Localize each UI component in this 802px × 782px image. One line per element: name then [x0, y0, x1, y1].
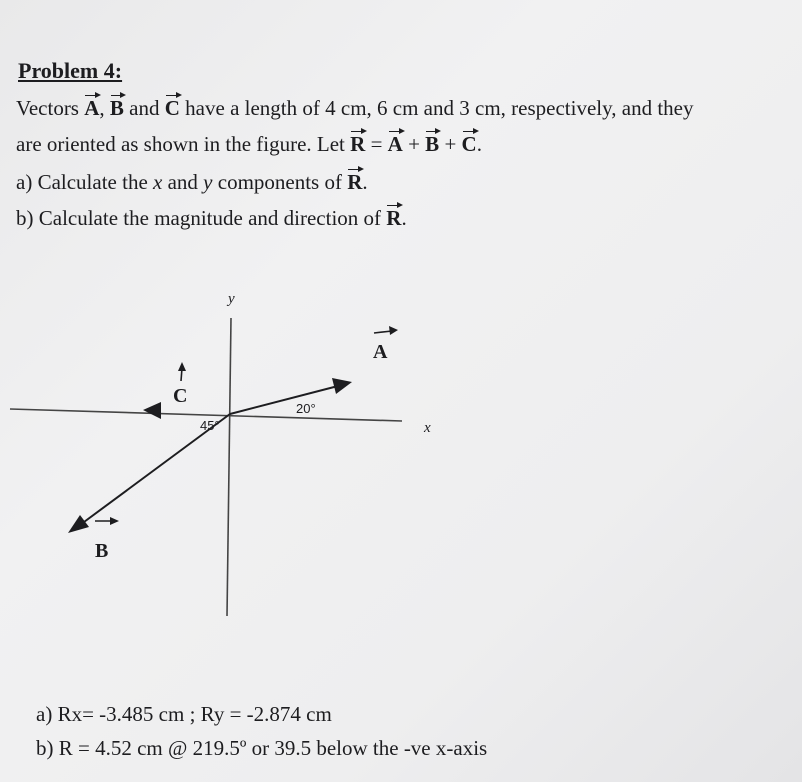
period: .: [476, 132, 482, 156]
vector-a-arrowhead: [332, 378, 352, 394]
answer-b: b) R = 4.52 cm @ 219.5º or 39.5 below the -ve x-axis: [36, 736, 488, 760]
problem-heading: Problem 4:: [18, 58, 123, 83]
text-fragment: components of: [212, 170, 348, 194]
vector-r-symbol: R: [386, 206, 402, 230]
text-fragment: have a length of 4 cm, 6 cm and 3 cm, respectively, and they: [179, 96, 694, 120]
y-axis-label: y: [228, 291, 235, 307]
vector-a-line: [230, 386, 338, 414]
vector-a-label-arrow: [374, 331, 392, 333]
x-variable: x: [153, 170, 163, 194]
angle-b-label: 45°: [200, 418, 220, 433]
vector-a-symbol: A: [387, 132, 403, 156]
vector-r-symbol: R: [350, 132, 366, 156]
y-axis: [227, 318, 231, 616]
vector-c-label-arrowhead: [178, 362, 186, 371]
text-fragment: Vectors: [16, 96, 85, 120]
vector-b-label-arrowhead: [110, 517, 119, 525]
answer-a: a) Rx= -3.485 cm ; Ry = -2.874 cm: [36, 702, 332, 726]
text-fragment: and: [123, 96, 165, 120]
vector-b-arrowhead: [68, 515, 89, 533]
plus-sign: +: [402, 132, 426, 156]
text-fragment: are oriented as shown in the figure. Let: [16, 132, 351, 156]
y-variable: y: [203, 170, 213, 194]
text-fragment: and: [162, 170, 204, 194]
x-axis-label: x: [424, 420, 431, 436]
vector-a-symbol: A: [84, 96, 100, 120]
period: .: [401, 206, 407, 230]
equals-sign: =: [365, 132, 388, 156]
vector-c-label: C: [173, 385, 188, 407]
text-fragment: ,: [99, 96, 110, 120]
vector-b-label: B: [95, 540, 109, 562]
vector-c-symbol: C: [164, 96, 180, 120]
vector-r-symbol: R: [347, 170, 363, 194]
plus-sign: +: [439, 132, 462, 156]
vector-c-arrowhead: [143, 402, 161, 419]
angle-a-label: 20°: [296, 401, 316, 416]
vector-a-label-arrowhead: [389, 326, 398, 335]
vector-c-symbol: C: [461, 132, 477, 156]
period: .: [362, 170, 368, 194]
vector-a-label: A: [373, 341, 388, 363]
text-fragment: a) Calculate the: [16, 170, 154, 194]
text-fragment: b) Calculate the magnitude and direction of: [16, 206, 387, 230]
vector-b-symbol: B: [109, 96, 124, 120]
vector-b-symbol: B: [425, 132, 440, 156]
